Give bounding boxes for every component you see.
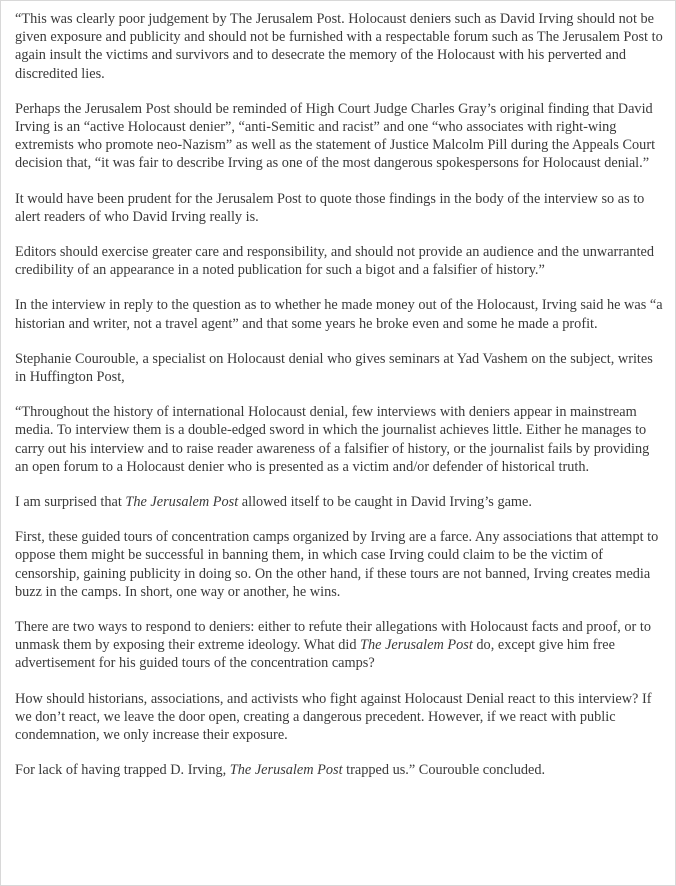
article-body: [15, 10, 665, 797]
paragraph-3: It would have been prudent for the Jerusalem Post to quote those findings in the body of the interview so as to alert readers of who David Irving really is.: [15, 190, 645, 225]
paragraph-10: [15, 618, 665, 673]
paragraph-9: First, these guided tours of concentration camps organized by Irving are a farce. Any associations that attempt to oppose them might be successful in banning them, in which case Irving could claim to be the victim of censorship, gaining publicity in doing so. On the other hand, if these tours are not banned, Irving creates media buzz in the camps. In short, one way or another, he wins.: [15, 529, 659, 600]
publication-name: The Jerusalem Post: [229, 762, 343, 779]
paragraph-11: How should historians, associations, and activists who fight against Holocaust Denial react to this interview? If we don’t react, we leave the door open, creating a dangerous precedent. However, if we react with public condemnation, we only increase their exposure.: [15, 690, 652, 744]
paragraph-6: Stephanie Courouble, a specialist on Holocaust denial who gives seminars at Yad Vashem on the subject, writes in Huffington Post,: [15, 350, 653, 386]
publication-name: The Jerusalem Post: [360, 637, 473, 654]
paragraph-12-text-end: trapped us.” Courouble concluded.: [342, 762, 546, 779]
paragraph-12-text-start: For lack of having trapped D. Irving,: [15, 762, 230, 779]
paragraph-12: [15, 761, 665, 779]
paragraph-4: Editors should exercise greater care and responsibility, and should not provide an audience and the unwarranted credibility of an appearance in a noted publication for such a bigot and a falsifier of history.”: [15, 244, 655, 279]
paragraph-2: Perhaps the Jerusalem Post should be reminded of High Court Judge Charles Gray’s original finding that David Irving is an “active Holocaust denier”, “anti-Semitic and racist” and one “who associates with right-wing extremists who promote neo-Nazism” as well as the statement of Justice Malcolm Pill during the Appeals Court decision that, “it was fair to describe Irving as one of the most dangerous spokespersons for Holocaust denial.”: [15, 100, 656, 172]
paragraph-8-text-end: allowed itself to be caught in David Irving’s game.: [238, 494, 532, 511]
paragraph-10-text-start: There are two ways to respond to deniers: either to refute their allegations with Holocaust facts and proof, or to unmask them by exposing their extreme ideology. What did: [15, 619, 652, 654]
paragraph-8: [15, 493, 665, 511]
paragraph-1: “This was clearly poor judgement by The Jerusalem Post. Holocaust deniers such as David Irving should not be given exposure and publicity and should not be furnished with a respectable forum such as The Jerusalem Post to again insult the victims and survivors and to desecrate the memory of the Holocaust with his perverted and discredited lies.: [15, 11, 663, 82]
paragraph-8-text-start: I am surprised that: [15, 494, 126, 511]
paragraph-7: “Throughout the history of international Holocaust denial, few interviews with deniers appear in mainstream media. To interview them is a double-edged sword in which the journalist achieves little. Either he manages to carry out his interview and to raise reader awareness of a falsifier of history, or the journalist fails by providing an open forum to a Holocaust denier who is presented as a victim and/or defender of historical truth.: [15, 404, 650, 475]
publication-name: The Jerusalem Post: [125, 494, 239, 511]
paragraph-5: In the interview in reply to the question as to whether he made money out of the Holocaust, Irving said he was “a historian and writer, not a travel agent” and that some years he broke even and some he made a profit.: [15, 297, 663, 332]
paragraph-10-text-end: do, except give him free advertisement for his guided tours of the concentration camps?: [15, 637, 615, 672]
